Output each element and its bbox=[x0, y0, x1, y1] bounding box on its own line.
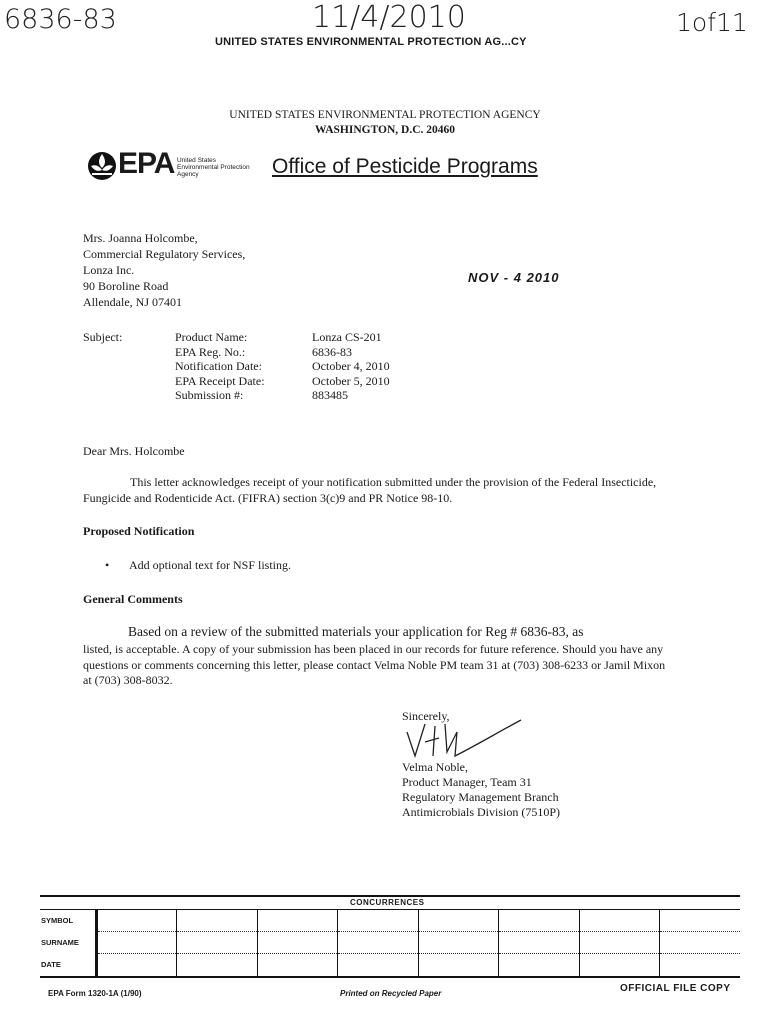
table-cell bbox=[660, 954, 741, 976]
table-cell bbox=[418, 954, 499, 976]
address-line: Commercial Regulatory Services, bbox=[83, 247, 246, 261]
logo-line: Agency bbox=[177, 171, 199, 178]
general-heading: General Comments bbox=[83, 592, 183, 606]
handwritten-date: 11/4/2010 bbox=[312, 0, 466, 35]
date-stamp: NOV - 4 2010 bbox=[468, 270, 560, 285]
table-cell bbox=[96, 932, 177, 954]
table-cell bbox=[177, 932, 258, 954]
field-value: 883485 bbox=[312, 388, 348, 402]
table-cell bbox=[96, 910, 177, 932]
proposed-heading: Proposed Notification bbox=[83, 524, 195, 538]
table-cell bbox=[579, 910, 660, 932]
intro-paragraph: This letter acknowledges receipt of your notification submitted under the provision of the Federal Insecticide, Fungicide and Rodenticide Act. (FIFRA) section 3(c)9 and PR Notice 98-10. bbox=[83, 475, 657, 505]
table-cell bbox=[579, 932, 660, 954]
concurrences-grid bbox=[40, 909, 740, 976]
address-line: Allendale, NJ 07401 bbox=[83, 295, 182, 309]
handwritten-page-count: 1of11 bbox=[676, 8, 748, 37]
table-cell bbox=[338, 910, 419, 932]
signature-scribble-icon bbox=[395, 712, 535, 764]
table-cell bbox=[257, 954, 338, 976]
field-label: Submission #: bbox=[175, 388, 244, 402]
agency-header bbox=[0, 108, 770, 138]
field-label: EPA Receipt Date: bbox=[175, 373, 265, 388]
office-title: Office of Pesticide Programs bbox=[272, 155, 538, 178]
row-label-symbol: SYMBOL bbox=[40, 910, 96, 932]
recipient-address bbox=[83, 230, 245, 310]
table-cell bbox=[177, 910, 258, 932]
table-row bbox=[40, 932, 740, 954]
top-agency-header: UNITED STATES ENVIRONMENTAL PROTECTION AG...CY bbox=[215, 36, 527, 48]
field-value: 6836-83 bbox=[312, 344, 352, 359]
table-cell bbox=[257, 910, 338, 932]
table-row bbox=[40, 910, 740, 932]
table-cell bbox=[257, 932, 338, 954]
table-row bbox=[40, 954, 740, 976]
handwritten-reg-number: 6836-83 bbox=[4, 4, 117, 35]
table-cell bbox=[418, 932, 499, 954]
official-file-copy: OFFICIAL FILE COPY bbox=[620, 983, 731, 994]
table-cell bbox=[660, 932, 741, 954]
agency-name: UNITED STATES ENVIRONMENTAL PROTECTION AGENCY bbox=[229, 109, 541, 121]
proposed-item: Add optional text for NSF listing. bbox=[129, 558, 291, 572]
row-label-surname: SURNAME bbox=[40, 932, 96, 954]
field-label: EPA Reg. No.: bbox=[175, 344, 246, 359]
field-value: October 5, 2010 bbox=[312, 373, 390, 388]
field-label: Notification Date: bbox=[175, 359, 262, 373]
signer-title: Product Manager, Team 31 bbox=[402, 775, 532, 789]
epa-logo bbox=[86, 150, 118, 187]
subject-label: Subject: bbox=[83, 330, 123, 344]
address-line: Mrs. Joanna Holcombe, bbox=[83, 231, 198, 245]
logo-line: Environmental Protection bbox=[177, 164, 250, 171]
field-value: Lonza CS-201 bbox=[312, 330, 382, 344]
bullet-icon: • bbox=[105, 558, 110, 572]
epa-logo-text: EPA bbox=[118, 147, 175, 180]
concurrences-table bbox=[40, 895, 740, 978]
table-cell bbox=[579, 954, 660, 976]
table-cell bbox=[499, 910, 580, 932]
table-cell bbox=[338, 954, 419, 976]
table-cell bbox=[418, 910, 499, 932]
field-value: October 4, 2010 bbox=[312, 359, 390, 373]
recycled-note: Printed on Recycled Paper bbox=[340, 989, 442, 998]
logo-line: United States bbox=[177, 157, 217, 164]
general-paragraph: listed, is acceptable. A copy of your submission has been placed in our records for future reference. Should you have any questions or comments concerning this letter, please contact Velma Noble PM team 31 at (703) 308-6233 or Jamil Mixon at (703) 308-8032. bbox=[83, 642, 666, 687]
signer-division: Antimicrobials Division (7510P) bbox=[402, 805, 560, 819]
row-label-date: DATE bbox=[40, 954, 96, 976]
field-label: Product Name: bbox=[175, 330, 248, 344]
general-line1: Based on a review of the submitted materials your application for Reg # 6836-83, as bbox=[128, 624, 584, 639]
signer-name: Velma Noble, bbox=[402, 760, 468, 774]
subject-field-values bbox=[312, 330, 390, 403]
form-number: EPA Form 1320-1A (1/90) bbox=[48, 989, 142, 998]
subject-field-labels bbox=[175, 330, 265, 403]
table-cell bbox=[660, 910, 741, 932]
table-cell bbox=[499, 932, 580, 954]
concurrences-label: CONCURRENCES bbox=[350, 898, 425, 907]
signature-block bbox=[402, 760, 560, 820]
closing: Sincerely, bbox=[402, 709, 450, 723]
address-line: 90 Boroline Road bbox=[83, 279, 169, 293]
table-bottom-rule bbox=[40, 976, 740, 978]
salutation: Dear Mrs. Holcombe bbox=[83, 444, 185, 458]
address-line: Lonza Inc. bbox=[83, 263, 135, 277]
table-cell bbox=[499, 954, 580, 976]
epa-flower-icon bbox=[86, 150, 118, 182]
signer-branch: Regulatory Management Branch bbox=[402, 790, 559, 804]
table-cell bbox=[177, 954, 258, 976]
table-cell bbox=[96, 954, 177, 976]
table-cell bbox=[338, 932, 419, 954]
epa-logo-subtitle bbox=[177, 157, 250, 178]
agency-location: WASHINGTON, D.C. 20460 bbox=[314, 124, 456, 136]
